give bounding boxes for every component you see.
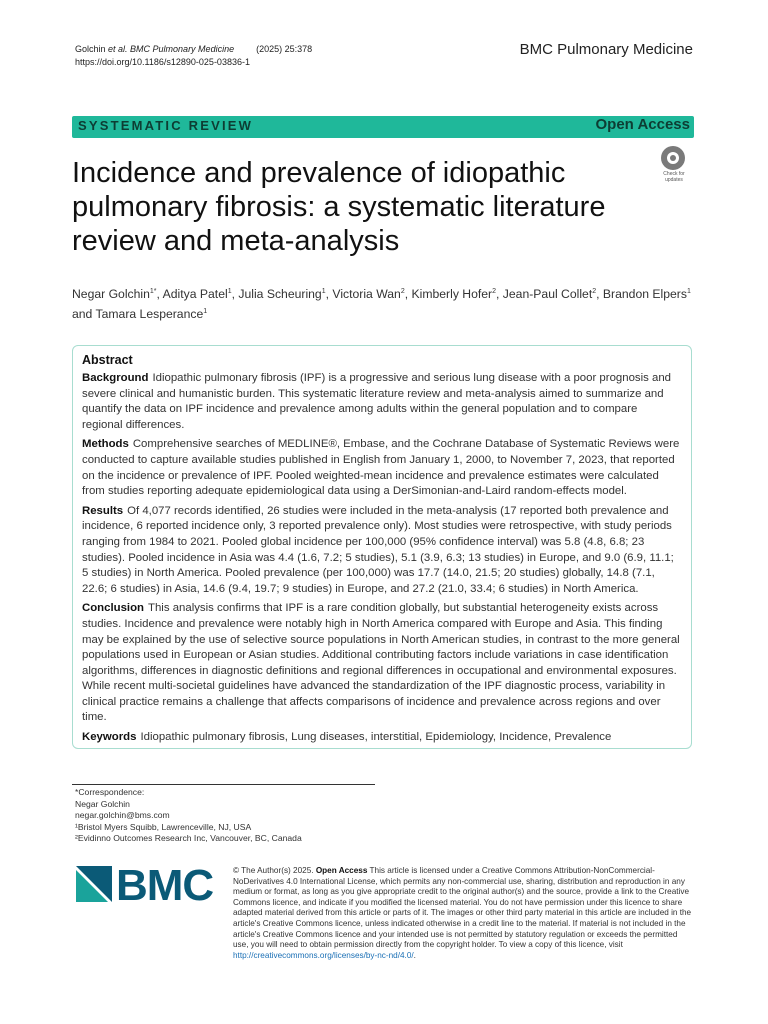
background-label: Background <box>82 372 149 384</box>
license-text: This article is licensed under a Creative Commons Attribution-NonCommercial-NoDerivatives 4.0 International License, which permits any non-commercial use, sharing, distribution and reproduction in any medium or format, as long as you give appropriate credit to the original author(s) and the source, provide a link to the Creative Commons licence, and indicate if you modified the licensed material. You do not have permission under this licence to share adapted material derived from this article or parts of it. The images or other third party material in this article are included in the article's Creative Commons licence, unless indicated otherwise in a credit line to the material. If material is not included in the article's Creative Commons licence and your intended use is not permitted by statutory regulation or exceeds the permitted use, you will need to obtain permission directly from the copyright holder. To view a copy of this licence, visit <box>233 866 692 950</box>
correspondence-name: Negar Golchin <box>75 798 130 809</box>
abstract-heading: Abstract <box>82 353 133 367</box>
article-title: Incidence and prevalence of idiopathic pulmonary fibrosis: a systematic literature review and meta-analysis <box>72 157 606 257</box>
abstract-keywords <box>82 730 681 746</box>
keywords-label: Keywords <box>82 731 137 744</box>
abstract-box <box>72 345 692 749</box>
footnote-divider <box>72 784 375 785</box>
affiliation-2: ²Evidinno Outcomes Research Inc, Vancouver, BC, Canada <box>75 833 302 843</box>
author-affil-sup: 1 <box>203 308 208 315</box>
citation-year: (2025) 25:378 <box>256 44 313 54</box>
author-affil-sup: 2 <box>400 288 405 295</box>
abstract-results <box>82 504 681 598</box>
citation-authors: Golchin <box>75 44 109 54</box>
journal-name: BMC Pulmonary Medicine <box>519 41 693 58</box>
check-updates-icon <box>661 146 685 170</box>
check-updates-line1: Check for <box>663 171 685 177</box>
conclusion-label: Conclusion <box>82 602 145 615</box>
citation-journal: et al. BMC Pulmonary Medicine <box>108 44 235 54</box>
author-name[interactable]: Aditya Patel <box>162 287 228 301</box>
affiliation-1: ¹Bristol Myers Squibb, Lawrenceville, NJ, USA <box>75 821 252 832</box>
check-for-updates-badge[interactable] <box>655 144 693 182</box>
authors-and: and <box>72 307 93 321</box>
bmc-logo-text: BMC <box>116 861 214 910</box>
abstract-background <box>82 371 681 433</box>
results-label: Results <box>82 504 124 517</box>
methods-label: Methods <box>82 438 129 451</box>
author-name[interactable]: Tamara Lesperance <box>95 307 204 321</box>
author-name[interactable]: Julia Scheuring <box>238 287 322 301</box>
author-name[interactable]: Victoria Wan <box>332 287 401 301</box>
correspondence-block <box>75 787 395 845</box>
author-affil-sup: 1 <box>227 288 232 295</box>
running-header-citation <box>75 43 312 69</box>
author-affil-sup: 2 <box>592 288 597 295</box>
doi-link[interactable]: https://doi.org/10.1186/s12890-025-03836-1 <box>75 57 250 67</box>
license-suffix: . <box>413 950 416 960</box>
article-type-banner <box>72 116 694 138</box>
author-affil-sup: 1 <box>321 288 326 295</box>
author-name[interactable]: Kimberly Hofer <box>411 287 493 301</box>
article-type: SYSTEMATIC REVIEW <box>78 118 254 133</box>
correspondence-label: *Correspondence: <box>75 787 145 797</box>
license-open-access: Open Access <box>315 866 368 875</box>
author-name[interactable]: Negar Golchin <box>72 287 150 301</box>
check-updates-line2: updates <box>665 177 683 183</box>
license-link[interactable]: http://creativecommons.org/licenses/by-nc-nd/4.0/ <box>233 950 414 960</box>
license-copyright: © The Author(s) 2025. <box>233 866 314 875</box>
author-name[interactable]: Jean-Paul Collet <box>502 287 593 301</box>
correspondence-email[interactable]: negar.golchin@bms.com <box>75 810 170 820</box>
conclusion-text: This analysis confirms that IPF is a rare condition globally, but substantial heterogeneity exists across studies. Incidence and prevalence were notably high in North America compared with Europe and Asia. This finding may be explained by the use of selective source populations in North American studies, in contrast to the more general populations used in European or Asian studies. Additional contributing factors include variations in case identification algorithms, differences in diagnostic definitions and regional differences in occupational and environmental exposures. While recent multi-societal guidelines have advanced the standardization of the IPF diagnostic process, variability in clinical practice remains a challenge that affects comparisons of incidence and prevalence across regions and over time. <box>82 602 680 724</box>
author-affil-sup: 1 <box>686 288 691 295</box>
open-access-label: Open Access <box>595 116 690 133</box>
license-statement <box>233 866 695 961</box>
author-affil-sup: 1* <box>149 288 157 295</box>
bmc-logo-mark-icon <box>76 866 112 902</box>
results-text: Of 4,077 records identified, 26 studies were included in the meta-analysis (17 reported both prevalence and incidence, 6 reported incidence only, 3 reported prevalence only). Most studies were retrospective, with study periods ranging from 1984 to 2021. Pooled global incidence per 100,000 (95% confidence interval) was 5.8 (4.8, 6.8; 23 studies). Pooled incidence in Asia was 4.4 (1.6, 7.2; 5 studies), 5.1 (3.9, 6.3; 13 studies) in Europe, and 9.0 (6.9, 11.1; 5 studies) in North America. Pooled prevalence (per 100,000) was 17.7 (14.0, 21.5; 20 studies) globally, 14.8 (7.1, 22.6; 6 studies) in Asia, 14.6 (9.4, 19.7; 9 studies) in Europe, and 27.2 (21.0, 33.4; 6 studies) in North America. <box>82 504 674 595</box>
author-affil-sup: 2 <box>492 288 497 295</box>
abstract-conclusion <box>82 601 681 726</box>
author-name[interactable]: Brandon Elpers <box>602 287 687 301</box>
keywords-text: Idiopathic pulmonary fibrosis, Lung diseases, interstitial, Epidemiology, Incidence, Prevalence <box>140 731 612 744</box>
author-list: Negar Golchin$^{1*}$, Aditya Patel$^1$, Julia Scheuring$^1$, Victoria Wan$^2$, Kimberly Hofer$^2$, Jean-Paul Collet$^2$, Brandon Elpers$^1$ and Tamara Lesperance$^1$ <box>72 287 691 321</box>
methods-text: Comprehensive searches of MEDLINE®, Embase, and the Cochrane Database of Systematic Reviews were conducted to capture available studies published in English from January 1, 2000, to November 7, 2023, that reported on the incidence or prevalence of IPF. Pooled weighted-mean incidence and prevalence estimates were calculated from studies reporting adequate epidemiological data using a DerSimonian-and-Laird random-effects model. <box>82 438 680 498</box>
background-text: Idiopathic pulmonary fibrosis (IPF) is a progressive and serious lung disease with a poor prognosis and severe clinical and humanistic burden. This systematic literature review and meta-analysis aimed to summarize and quantify the data on IPF incidence and prevalence among adults within the general population and to compare regional differences. <box>82 372 671 431</box>
abstract-methods <box>82 437 681 499</box>
